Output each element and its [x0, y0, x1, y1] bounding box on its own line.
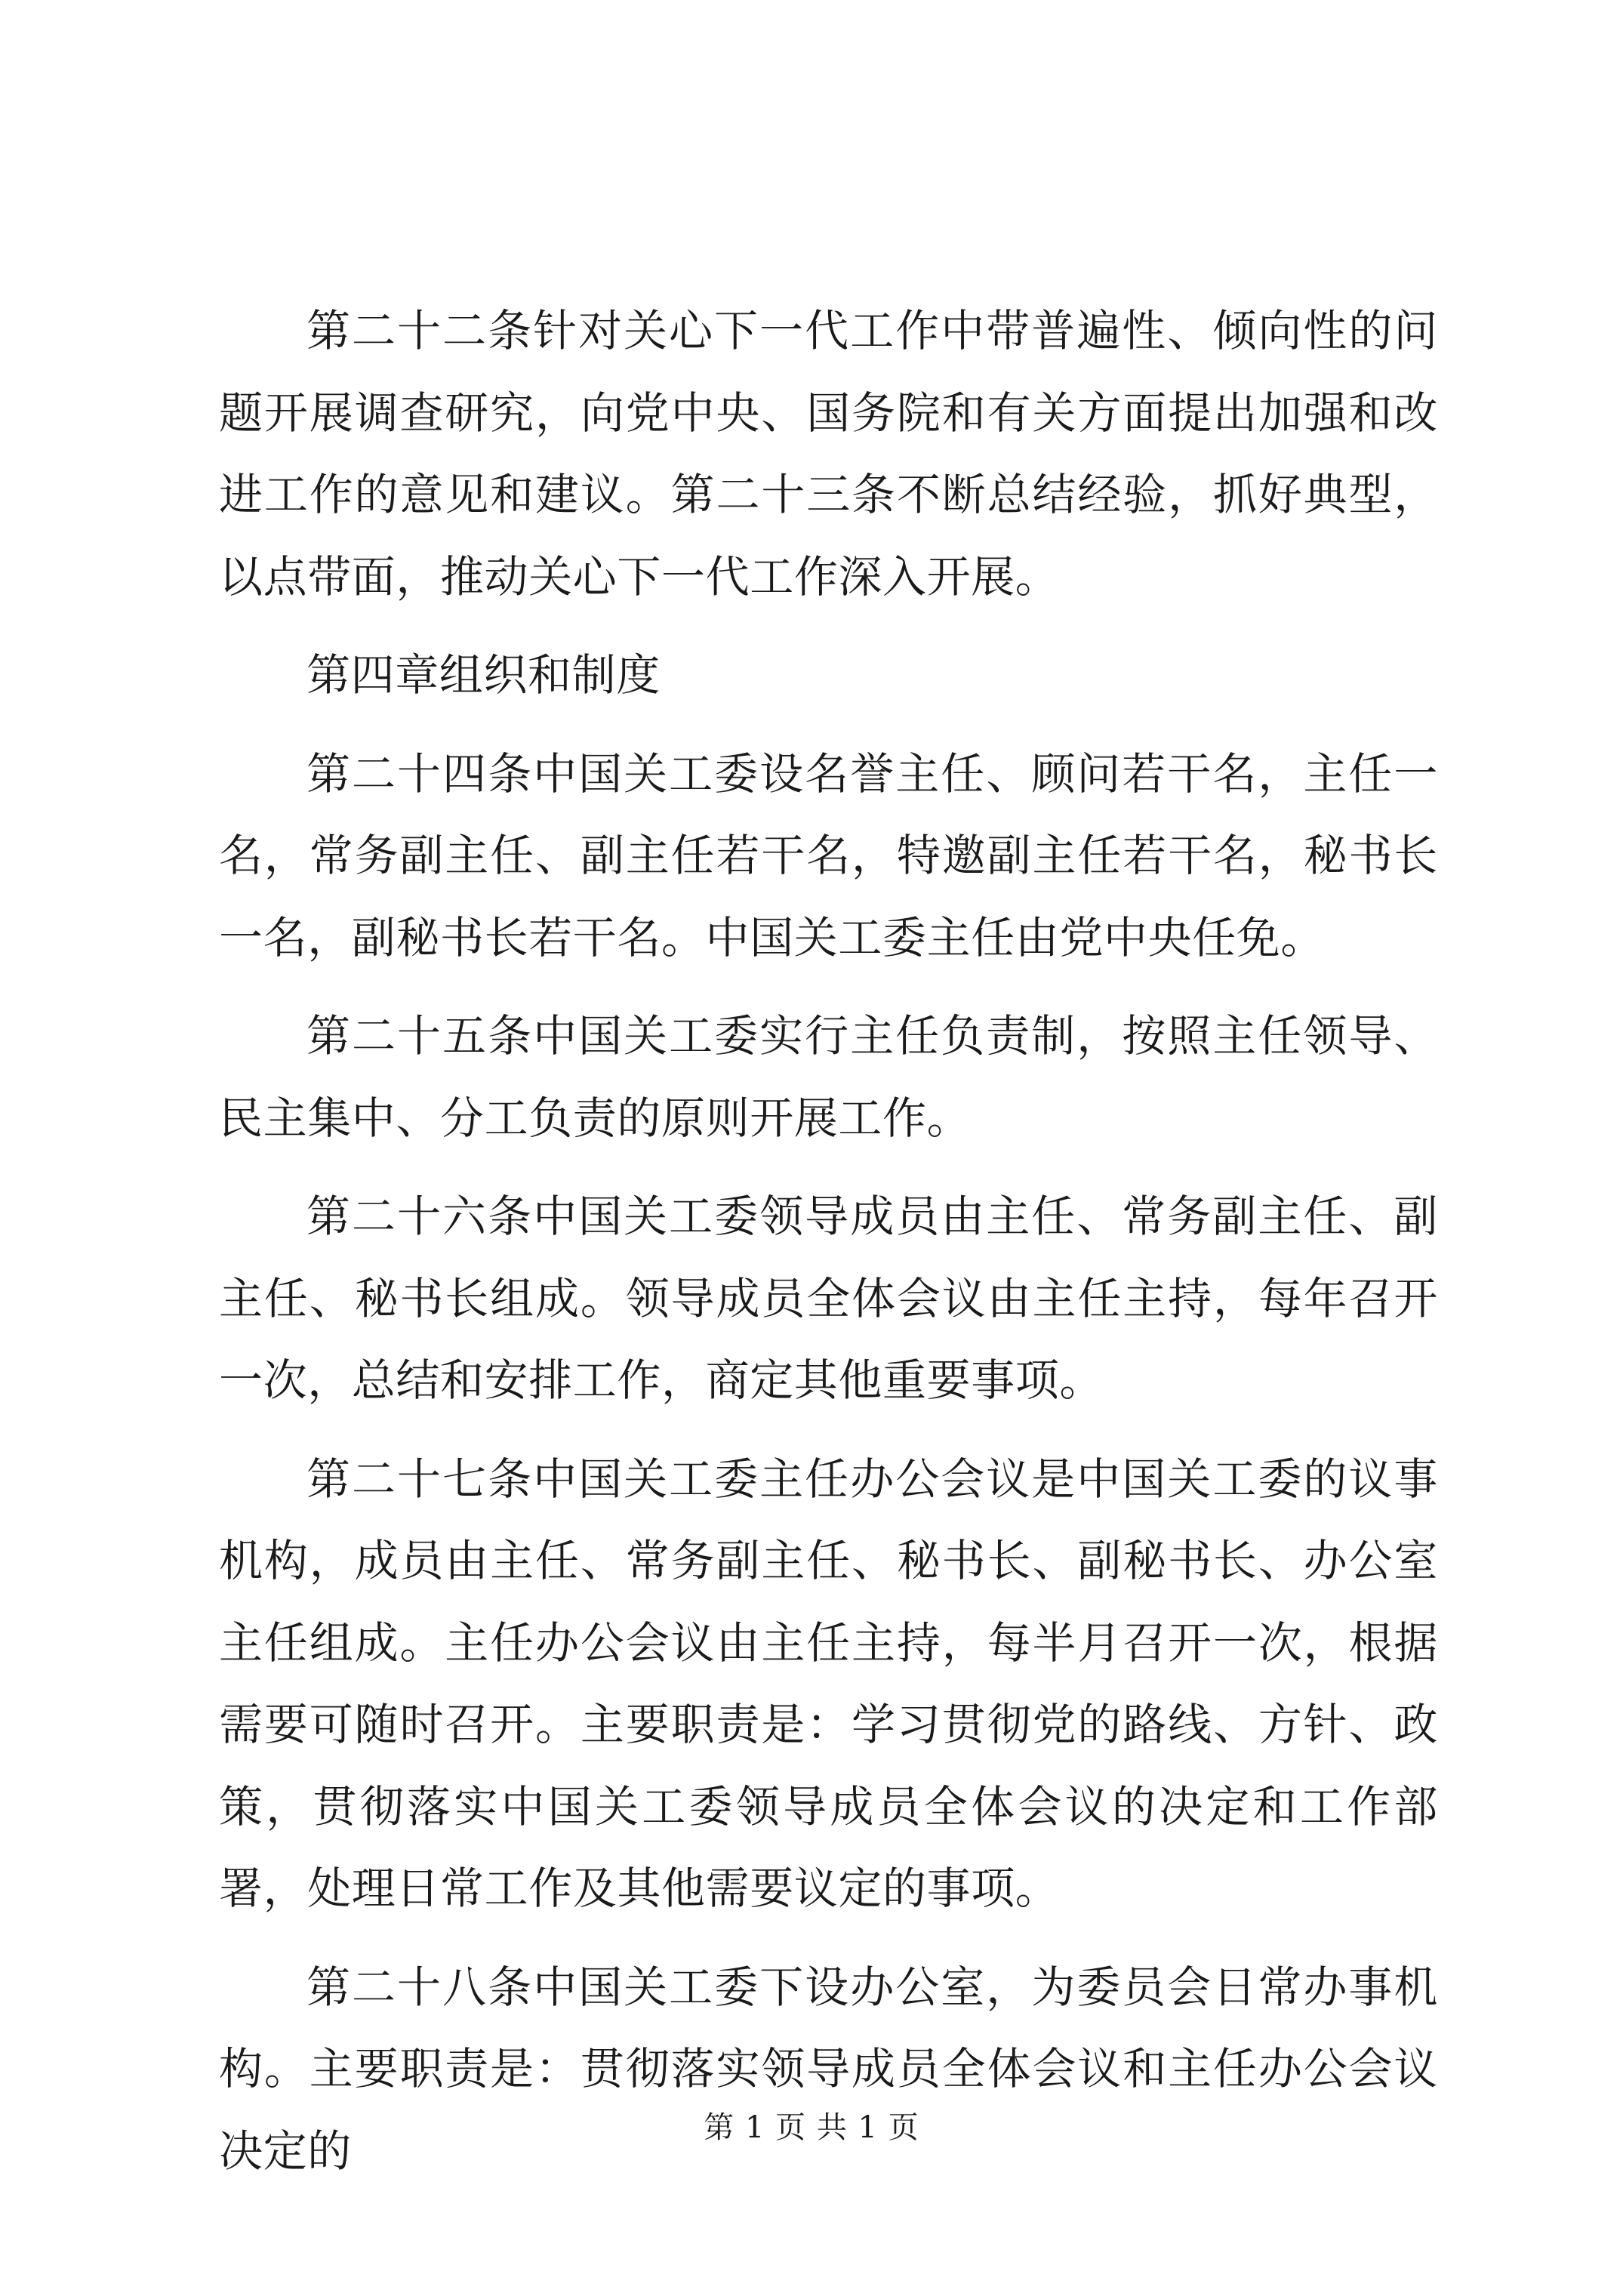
page-footer: 第 1 页 共 1 页: [704, 2110, 919, 2145]
paragraph-article-24: 第二十四条中国关工委设名誉主任、顾问若干名，主任一名，常务副主任、副主任若干名，特邀副主任若干名，秘书长一名，副秘书长若干名。中国关工委主任由党中央任免。: [219, 747, 1438, 963]
paragraph-article-28: 第二十八条中国关工委下设办公室，为委员会日常办事机构。主要职责是：贯彻落实领导成员全体会议和主任办公会议决定的: [219, 1961, 1438, 2177]
document-body: [219, 290, 1438, 2208]
paragraph-article-25: 第二十五条中国关工委实行主任负责制，按照主任领导、民主集中、分工负责的原则开展工作。: [219, 1010, 1438, 1144]
paragraph-article-27: 第二十七条中国关工委主任办公会议是中国关工委的议事机构，成员由主任、常务副主任、秘书长、副秘书长、办公室主任组成。主任办公会议由主任主持，每半月召开一次，根据需要可随时召开。主要职责是：学习贯彻党的路线、方针、政策，贯彻落实中国关工委领导成员全体会议的决定和工作部署，处理日常工作及其他需要议定的事项。: [219, 1453, 1438, 1914]
paragraph-article-22-23: 第二十二条针对关心下一代工作中带普遍性、倾向性的问题开展调查研究，向党中央、国务院和有关方面提出加强和改进工作的意见和建议。第二十三条不断总结经验，抓好典型，以点带面，推动关心下一代工作深入开展。: [219, 305, 1438, 603]
paragraph-article-26: 第二十六条中国关工委领导成员由主任、常务副主任、副主任、秘书长组成。领导成员全体会议由主任主持，每年召开一次，总结和安排工作，商定其他重要事项。: [219, 1191, 1438, 1406]
chapter-heading: 第四章组织和制度: [306, 649, 661, 701]
